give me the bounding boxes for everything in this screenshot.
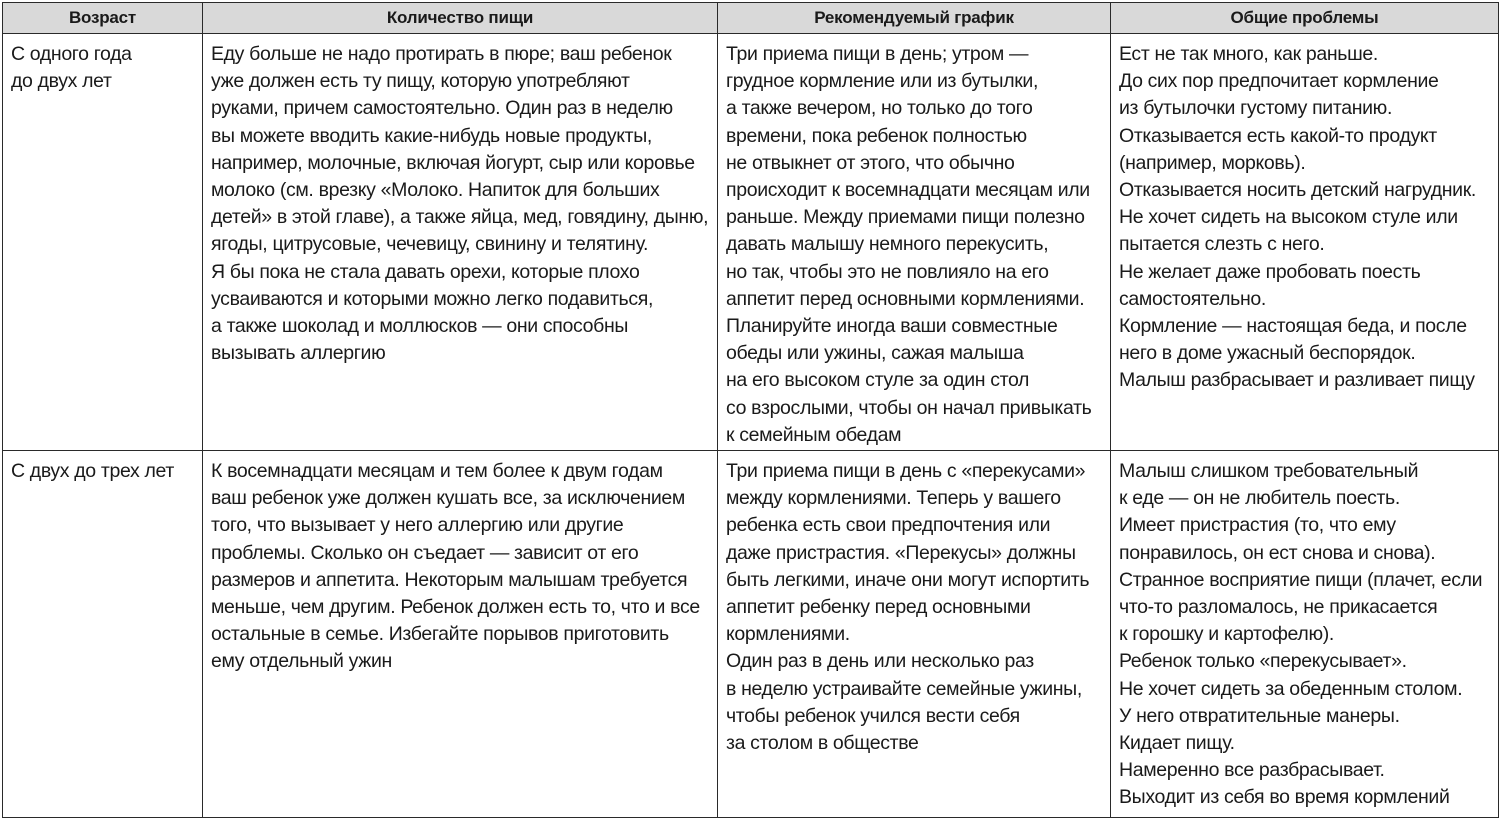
cell-problems — [1111, 451, 1499, 818]
cell-line: Кидает пищу. — [1119, 732, 1235, 755]
cell-line: за столом в обществе — [726, 732, 919, 755]
cell-line: остальные в семье. Избегайте порывов приготовить — [211, 623, 669, 646]
cell-schedule — [718, 34, 1111, 451]
cell-amount-text — [203, 451, 717, 676]
cell-line: Отказывается есть какой-то продукт — [1119, 124, 1437, 147]
cell-line: К восемнадцати месяцам и тем более к двум годам — [211, 460, 663, 482]
cell-schedule-text — [718, 34, 1110, 449]
cell-line: не отвыкнет от этого, что обычно — [726, 151, 1015, 174]
cell-line: раньше. Между приемами пищи полезно — [726, 206, 1085, 229]
cell-line: Не хочет сидеть за обеденным столом. — [1119, 677, 1463, 700]
cell-line: проблемы. Сколько он съедает — зависит от его — [211, 541, 639, 564]
header-row — [3, 3, 1499, 34]
table-row — [3, 451, 1499, 818]
table-body — [3, 34, 1499, 818]
cell-line: детей» в этой главе), а также яйца, мед, говядину, дыню, — [211, 206, 709, 229]
cell-line: Ест не так много, как раньше. — [1119, 43, 1378, 65]
cell-line: даже пристрастия. «Перекусы» должны — [726, 541, 1076, 564]
cell-line: вы можете вводить какие-нибудь новые продукты, — [211, 124, 652, 147]
cell-line: того, что вызывает у него аллергию или другие — [211, 514, 624, 537]
cell-line: на его высоком стуле за один стол — [726, 369, 1030, 392]
cell-line: С одного года — [11, 43, 132, 65]
cell-line: Малыш слишком требовательный — [1119, 460, 1419, 482]
cell-line: (например, морковь). — [1119, 151, 1306, 174]
cell-line: ребенка есть свои предпочтения или — [726, 514, 1051, 537]
cell-line: обеды или ужины, сажая малыша — [726, 342, 1024, 365]
cell-problems — [1111, 34, 1499, 451]
cell-line: происходит к восемнадцати месяцам или — [726, 179, 1090, 202]
cell-line: уже должен есть ту пищу, которую употребляют — [211, 70, 630, 93]
cell-line: Три приема пищи в день; утром — — [726, 43, 1029, 65]
cell-line: меньше, чем другим. Ребенок должен есть то, что и все — [211, 596, 700, 619]
cell-line: в неделю устраивайте семейные ужины, — [726, 677, 1082, 700]
cell-line: ваш ребенок уже должен кушать все, за исключением — [211, 487, 685, 510]
feeding-table — [2, 2, 1499, 818]
cell-line: Три приема пищи в день с «перекусами» — [726, 460, 1086, 482]
cell-line: между кормлениями. Теперь у вашего — [726, 487, 1061, 510]
header-problems: Общие проблемы — [1111, 3, 1499, 34]
cell-line: самостоятельно. — [1119, 287, 1266, 310]
table-row — [3, 34, 1499, 451]
cell-line: к горошку и картофелю). — [1119, 623, 1334, 646]
cell-line: а также вечером, но только до того — [726, 97, 1033, 120]
cell-line: аппетит ребенку перед основными — [726, 596, 1031, 619]
cell-age-text — [3, 451, 202, 485]
cell-line: быть легкими, иначе они могут испортить — [726, 568, 1090, 591]
cell-line: например, молочные, включая йогурт, сыр или коровье — [211, 151, 695, 174]
cell-line: времени, пока ребенок полностью — [726, 124, 1027, 147]
cell-line: Ребенок только «перекусывает». — [1119, 650, 1407, 673]
cell-line: давать малышу немного перекусить, — [726, 233, 1049, 256]
cell-line: ему отдельный ужин — [211, 650, 392, 673]
cell-line: аппетит перед основными кормлениями. — [726, 287, 1085, 310]
cell-line: до двух лет — [11, 70, 112, 93]
cell-line: ягоды, цитрусовые, чечевицу, свинину и телятину. — [211, 233, 649, 256]
cell-line: Выходит из себя во время кормлений — [1119, 786, 1450, 809]
cell-line: размеров и аппетита. Некоторым малышам требуется — [211, 568, 688, 591]
table-header — [3, 3, 1499, 34]
cell-line: но так, чтобы это не повлияло на его — [726, 260, 1049, 283]
cell-line: пытается слезть с него. — [1119, 233, 1325, 256]
cell-line: кормлениями. — [726, 623, 850, 646]
cell-amount-text — [203, 34, 717, 367]
cell-line: Планируйте иногда ваши совместные — [726, 315, 1058, 338]
cell-line: Еду больше не надо протирать в пюре; ваш ребенок — [211, 43, 672, 65]
cell-line: Не хочет сидеть на высоком стуле или — [1119, 206, 1458, 229]
cell-line: С двух до трех лет — [11, 460, 174, 482]
cell-line: Странное восприятие пищи (плачет, если — [1119, 568, 1483, 591]
cell-line: усваиваются и которыми можно легко подавиться, — [211, 287, 654, 310]
cell-line: Отказывается носить детский нагрудник. — [1119, 179, 1476, 202]
cell-age — [3, 34, 203, 451]
cell-line: чтобы ребенок учился вести себя — [726, 704, 1020, 727]
cell-line: грудное кормление или из бутылки, — [726, 70, 1039, 93]
cell-line: молоко (см. врезку «Молоко. Напиток для больших — [211, 179, 660, 202]
cell-line: что-то разломалось, не прикасается — [1119, 596, 1438, 619]
cell-line: из бутылочки густому питанию. — [1119, 97, 1393, 120]
cell-line: Не желает даже пробовать поесть — [1119, 260, 1421, 283]
cell-line: Имеет пристрастия (то, что ему — [1119, 514, 1396, 537]
cell-line: вызывать аллергию — [211, 342, 386, 365]
cell-line: У него отвратительные манеры. — [1119, 704, 1400, 727]
header-schedule: Рекомендуемый график — [718, 3, 1111, 34]
cell-line: а также шоколад и моллюсков — они способны — [211, 315, 629, 338]
cell-age — [3, 451, 203, 818]
cell-amount — [203, 34, 718, 451]
header-amount: Количество пищи — [203, 3, 718, 34]
cell-line: него в доме ужасный беспорядок. — [1119, 342, 1416, 365]
cell-line: Намеренно все разбрасывает. — [1119, 759, 1385, 782]
cell-line: Я бы пока не стала давать орехи, которые плохо — [211, 260, 640, 283]
cell-line: руками, причем самостоятельно. Один раз в неделю — [211, 97, 673, 120]
cell-age-text — [3, 34, 202, 95]
cell-line: Малыш разбрасывает и разливает пищу — [1119, 369, 1475, 392]
cell-line: к семейным обедам — [726, 423, 902, 446]
cell-line: Кормление — настоящая беда, и после — [1119, 315, 1467, 338]
cell-line: До сих пор предпочитает кормление — [1119, 70, 1439, 93]
cell-line: со взрослыми, чтобы он начал привыкать — [726, 396, 1092, 419]
cell-schedule-text — [718, 451, 1110, 757]
cell-problems-text — [1111, 34, 1498, 395]
header-age: Возраст — [3, 3, 203, 34]
cell-problems-text — [1111, 451, 1498, 812]
cell-line: Один раз в день или несколько раз — [726, 650, 1034, 673]
cell-line: к еде — он не любитель поесть. — [1119, 487, 1400, 510]
cell-line: понравилось, он ест снова и снова). — [1119, 541, 1436, 564]
cell-amount — [203, 451, 718, 818]
cell-schedule — [718, 451, 1111, 818]
